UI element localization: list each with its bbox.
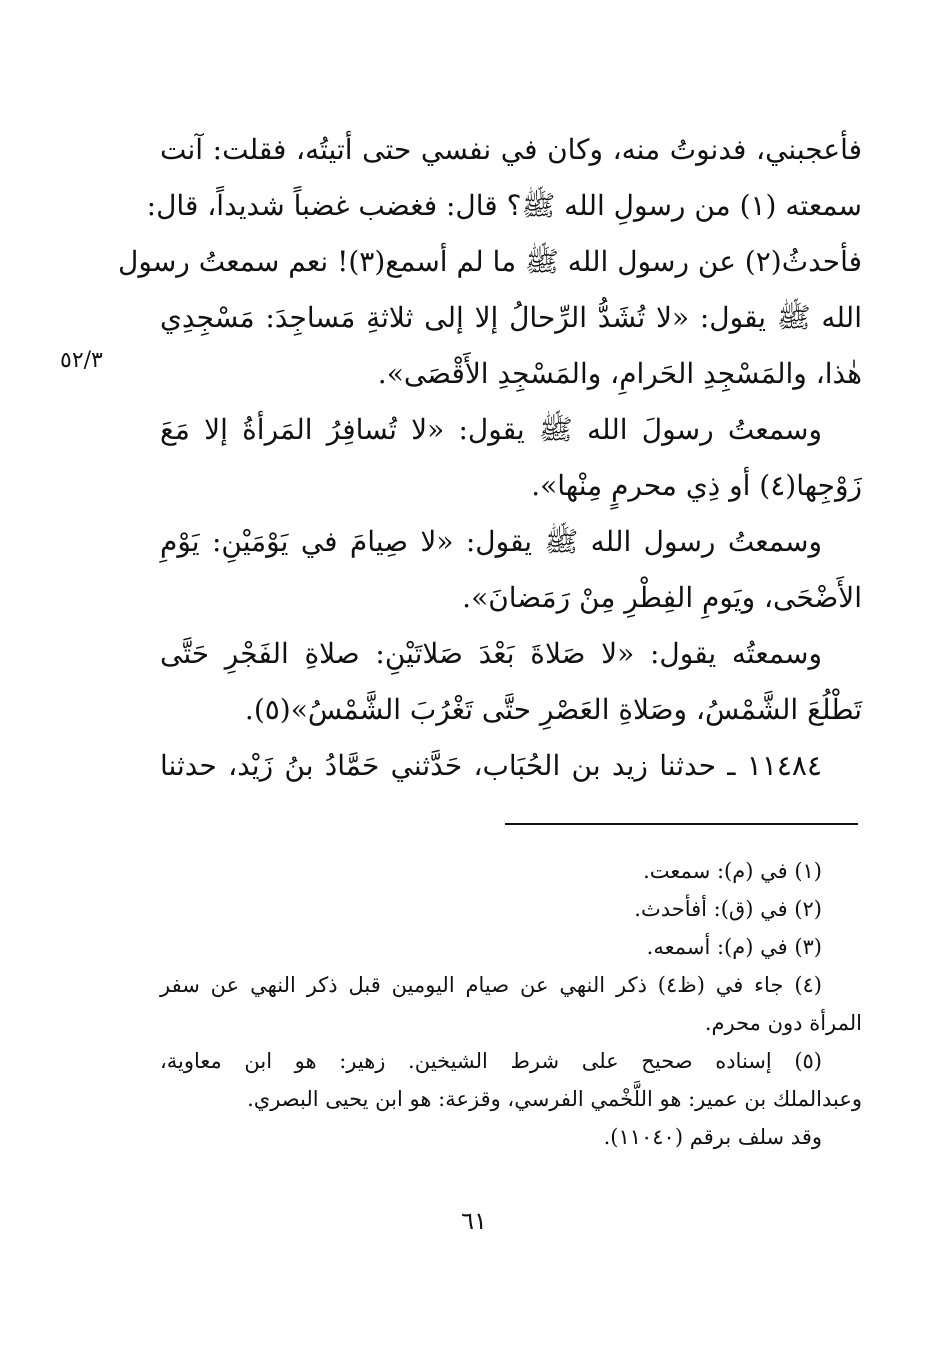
text-line: الأَضْحَى، ويَومِ الفِطْرِ مِنْ رَمَضانَ».: [462, 581, 862, 614]
main-text: [118, 122, 862, 794]
footnote-line: المرأة دون محرم.: [704, 1011, 862, 1035]
footnote-line: (١) في (م): سمعت.: [643, 859, 822, 883]
page-number: ٦١: [461, 1207, 487, 1235]
text-line: هٰذا، والمَسْجِدِ الحَرامِ، والمَسْجِدِ الأَقْصَى».: [377, 357, 862, 390]
text-line: الله ﷺ يقول: «لا تُشَدُّ الرِّحالُ إلا إلى ثلاثةِ مَساجِدَ: مَسْجِدِي: [160, 301, 862, 334]
footnote-line: وعبدالملك بن عمير: هو اللَّخْمي الفرسي، وقزعة: هو ابن يحيى البصري.: [247, 1087, 862, 1111]
footnotes: [160, 852, 862, 1156]
footnote-line: (٣) في (م): أسمعه.: [646, 935, 822, 959]
text-line: وسمعتُ رسولَ الله ﷺ يقول: «لا تُسافِرُ المَرأةُ إلا مَعَ: [160, 413, 822, 446]
text-line: وسمعتُه يقول: «لا صَلاةَ بَعْدَ صَلاتَيْنِ: صلاةِ الفَجْرِ حَتَّى: [160, 637, 822, 670]
margin-reference: ٥٢/٣: [60, 348, 103, 373]
text-line: فأعجبني، فدنوتُ منه، وكان في نفسي حتى أتيتُه، فقلت: آنت: [160, 133, 862, 166]
text-line: سمعته (١) من رسولِ الله ﷺ؟ قال: فغضب غضباً شديداً، قال:: [146, 189, 862, 222]
footnote-line: (٥) إسناده صحيح على شرط الشيخين. زهير: هو ابن معاوية،: [160, 1049, 822, 1073]
footnote-line: (٤) جاء في (ظ٤) ذكر النهي عن صيام اليومين قبل ذكر النهي عن سفر: [160, 973, 822, 997]
text-line: تَطْلُعَ الشَّمْسُ، وصَلاةِ العَصْرِ حتَّى تَغْرُبَ الشَّمْسُ»(٥).: [244, 693, 862, 726]
text-line: ١١٤٨٤ ـ حدثنا زيد بن الحُبَاب، حَدَّثني حَمَّادُ بنُ زَيْد، حدثنا: [160, 749, 822, 782]
footnote-line: (٢) في (ق): أفأحدث.: [634, 897, 822, 921]
text-line: وسمعتُ رسول الله ﷺ يقول: «لا صِيامَ في يَوْمَيْنِ: يَوْمِ: [160, 525, 822, 558]
footnote-line: وقد سلف برقم (١١٠٤٠).: [603, 1125, 822, 1149]
text-line: فأحدثُ(٢) عن رسول الله ﷺ ما لم أسمع(٣)! نعم سمعتُ رسول: [118, 245, 862, 278]
footnote-separator: [505, 823, 858, 825]
text-line: زَوْجِها(٤) أو ذِي محرمٍ مِنْها».: [531, 469, 862, 502]
